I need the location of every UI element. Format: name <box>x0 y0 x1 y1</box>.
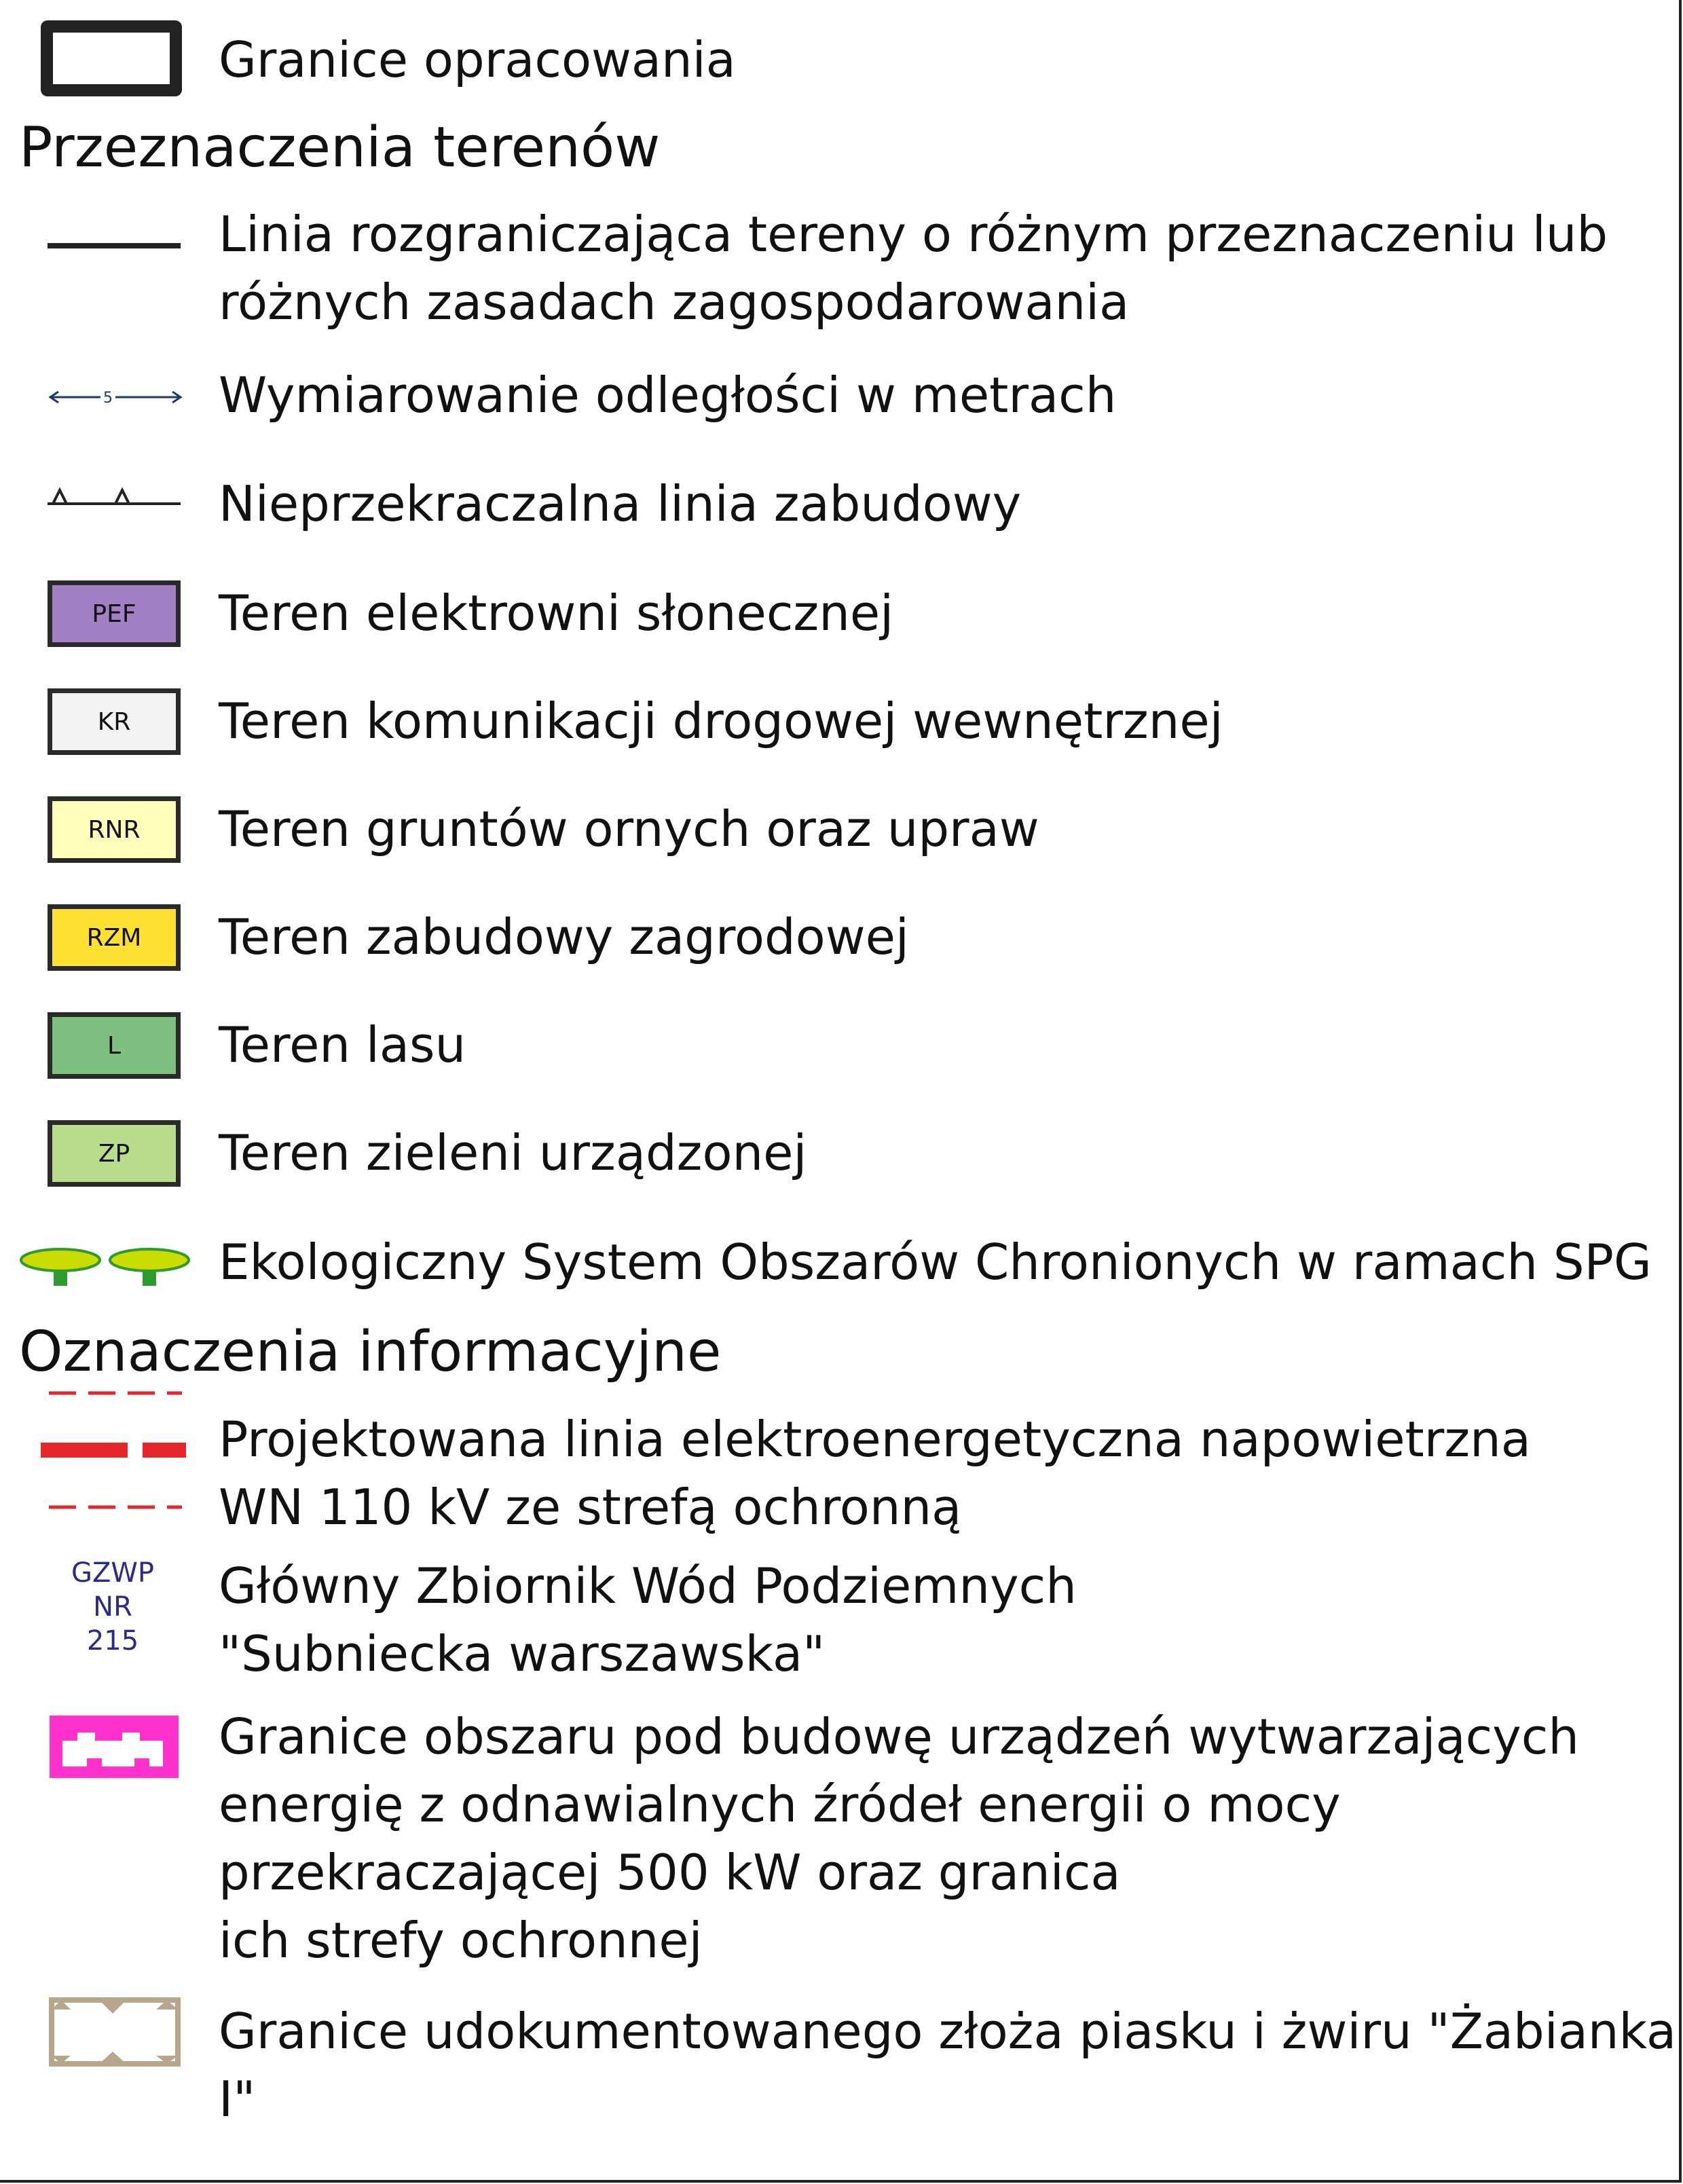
zone-pef-code: PEF <box>92 599 136 628</box>
building-line-symbol <box>48 482 183 509</box>
dimension-sample-value: 5 <box>103 390 113 407</box>
zone-rzm-symbol <box>48 904 181 971</box>
building-line-label: Nieprzekraczalna linia zabudowy <box>219 475 1022 532</box>
zone-rnr-label: Teren gruntów ornych oraz upraw <box>219 800 1039 857</box>
zone-pef-symbol <box>48 580 181 647</box>
zone-pef-label: Teren elektrowni słonecznej <box>219 585 894 642</box>
zone-zp-symbol <box>48 1120 181 1187</box>
power-line-label: Projektowana linia elektroenergetyczna napowietrzna WN 110 kV ze strefą ochronną <box>219 1411 1531 1536</box>
boundary-line-symbol <box>48 243 181 248</box>
zone-rzm-label: Teren zabudowy zagrodowej <box>219 908 909 965</box>
study-boundary-symbol <box>41 20 182 96</box>
dimension-arrow-symbol <box>48 384 183 411</box>
deposit-boundary-label: Granice udokumentowanego złoża piasku i żwiru "Żabianka I" <box>219 2003 1677 2128</box>
power-line-symbol <box>41 1384 190 1513</box>
section-heading-info: Oznaczenia informacyjne <box>19 1320 722 1384</box>
zone-kr-symbol <box>48 688 181 755</box>
gzwp-symbol-line-2: NR <box>93 1591 132 1623</box>
gzwp-symbol <box>68 1556 158 1658</box>
study-boundary-label: Granice opracowania <box>219 31 736 88</box>
zone-l-symbol <box>48 1012 181 1079</box>
zone-zp-label: Teren zieleni urządzonej <box>219 1124 807 1181</box>
zone-zp-code: ZP <box>98 1139 130 1168</box>
boundary-line-label: Linia rozgraniczająca tereny o różnym przeznaczeniu lub różnych zasadach zagospodarowania <box>219 206 1608 331</box>
dimension-label: Wymiarowanie odległości w metrach <box>219 367 1117 424</box>
zone-kr-label: Teren komunikacji drogowej wewnętrznej <box>219 692 1223 749</box>
zone-l-label: Teren lasu <box>219 1016 466 1073</box>
oze-area-label: Granice obszaru pod budowę urządzeń wytwarzających energię z odnawialnych źródeł energii o mocy przekraczającej 500 kW oraz granica ich strefy ochronnej <box>219 1708 1579 1969</box>
deposit-boundary-symbol <box>48 1995 183 2069</box>
eco-system-label: Ekologiczny System Obszarów Chronionych w ramach SPG <box>219 1234 1652 1291</box>
zone-rnr-symbol <box>48 796 181 863</box>
zone-l-code: L <box>107 1031 122 1060</box>
gzwp-symbol-line-1: GZWP <box>71 1557 155 1589</box>
eco-system-symbol <box>19 1244 196 1291</box>
gzwp-symbol-line-3: 215 <box>86 1625 139 1656</box>
zone-rzm-code: RZM <box>86 923 142 952</box>
section-heading-land-use: Przeznaczenia terenów <box>19 115 661 180</box>
zone-kr-code: KR <box>97 707 131 736</box>
zone-rnr-code: RNR <box>88 815 141 844</box>
oze-area-symbol <box>48 1714 183 1781</box>
gzwp-label: Główny Zbiornik Wód Podziemnych "Subniecka warszawska" <box>219 1557 1077 1682</box>
